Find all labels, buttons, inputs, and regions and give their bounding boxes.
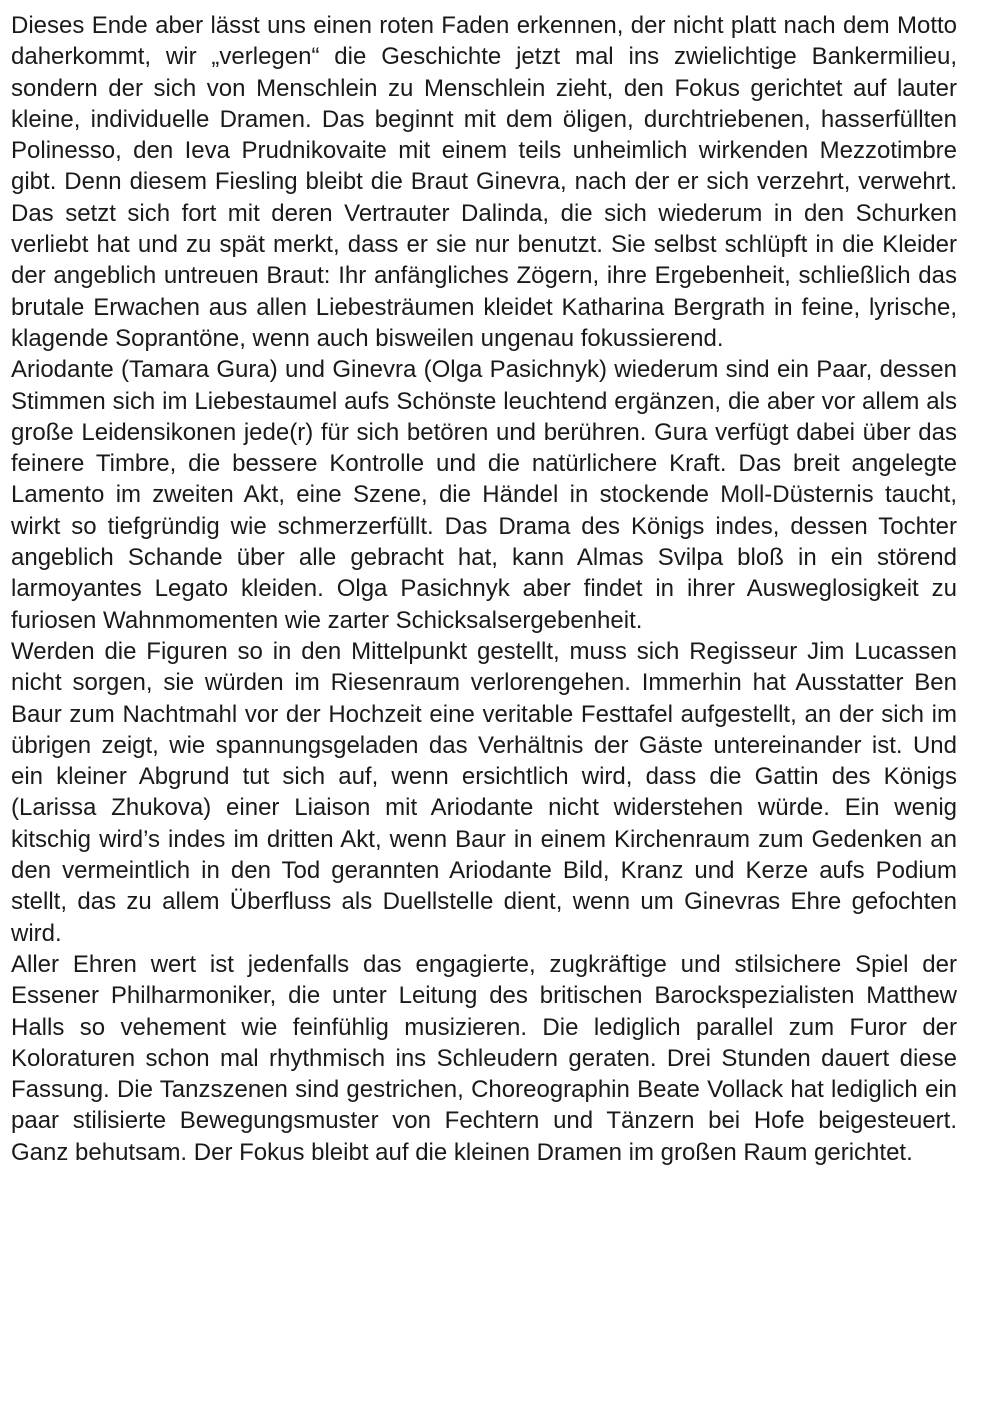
paragraph-1: Dieses Ende aber lässt uns einen roten Faden erkennen, der nicht platt nach dem Motto daherkommt, wir „verlegen“ die Geschichte jetzt mal ins zwielichtige Bankermilieu, sondern der sich von Menschlein zu Menschlein zieht, den Fokus gerichtet auf lauter kleine, individuelle Dramen. Das beginnt mit dem öligen, durchtriebenen, hasserfüllten Polinesso, den Ieva Prudnikovaite mit einem teils unheimlich wirkenden Mezzotimbre gibt. Denn diesem Fiesling bleibt die Braut Ginevra, nach der er sich verzehrt, verwehrt. Das setzt sich fort mit deren Vertrauter Dalinda, die sich wiederum in den Schurken verliebt hat und zu spät merkt, dass er sie nur benutzt. Sie selbst schlüpft in die Kleider der angeblich untreuen Braut: Ihr anfängliches Zögern, ihre Ergebenheit, schließlich das brutale Erwachen aus allen Liebesträumen kleidet Katharina Bergrath in feine, lyrische, klagende Soprantöne, wenn auch bisweilen ungenau fokussierend. — [11, 12, 957, 352]
paragraph-4: Aller Ehren wert ist jedenfalls das engagierte, zugkräftige und stilsichere Spiel der Essener Philharmoniker, die unter Leitung des britischen Barockspezialisten Matthew Halls so vehement wie feinfühlig musizieren. Die lediglich parallel zum Furor der Koloraturen schon mal rhythmisch ins Schleudern geraten. Drei Stunden dauert diese Fassung. Die Tanzszenen sind gestrichen, Choreographin Beate Vollack hat lediglich ein paar stilisierte Bewegungsmuster von Fechtern und Tänzern bei Hofe beigesteuert. Ganz behutsam. Der Fokus bleibt auf die kleinen Dramen im großen Raum gerichtet. — [11, 950, 957, 1166]
article-body — [11, 10, 957, 1168]
paragraph-2: Ariodante (Tamara Gura) und Ginevra (Olga Pasichnyk) wiederum sind ein Paar, dessen Stimmen sich im Liebestaumel aufs Schönste leuchtend ergänzen, die aber vor allem als große Leidensikonen jede(r) für sich betören und berühren. Gura verfügt dabei über das feinere Timbre, die bessere Kontrolle und die natürlichere Kraft. Das breit angelegte Lamento im zweiten Akt, eine Szene, die Händel in stockende Moll-Düsternis taucht, wirkt so tiefgründig wie schmerzerfüllt. Das Drama des Königs indes, dessen Tochter angeblich Schande über alle gebracht hat, kann Almas Svilpa bloß in ein störend larmoyantes Legato kleiden. Olga Pasichnyk aber findet in ihrer Ausweglosigkeit zu furiosen Wahnmomenten wie zarter Schicksalsergebenheit. — [11, 356, 957, 634]
paragraph-3: Werden die Figuren so in den Mittelpunkt gestellt, muss sich Regisseur Jim Lucassen nicht sorgen, sie würden im Riesenraum verlorengehen. Immerhin hat Ausstatter Ben Baur zum Nachtmahl vor der Hochzeit eine veritable Festtafel aufgestellt, an der sich im übrigen zeigt, wie spannungsgeladen das Verhältnis der Gäste untereinander ist. Und ein kleiner Abgrund tut sich auf, wenn ersichtlich wird, dass die Gattin des Königs (Larissa Zhukova) einer Liaison mit Ariodante nicht widerstehen würde. Ein wenig kitschig wird’s indes im dritten Akt, wenn Baur in einem Kirchenraum zum Gedenken an den vermeintlich in den Tod gerannten Ariodante Bild, Kranz und Kerze aufs Podium stellt, das zu allem Überfluss als Duellstelle dient, wenn um Ginevras Ehre gefochten wird. — [11, 637, 957, 947]
